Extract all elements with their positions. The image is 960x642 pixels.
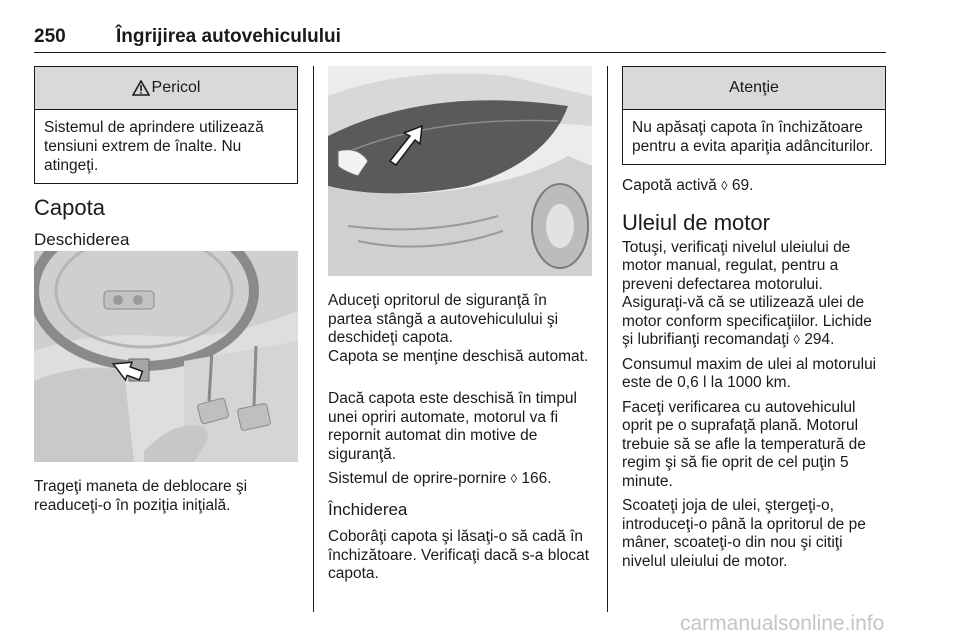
column-divider-2 — [607, 66, 608, 612]
danger-box — [34, 66, 298, 184]
attention-box-title: Atenţie — [729, 79, 779, 96]
paragraph-check-oil: Totuşi, verificaţi nivelul uleiului de motor manual, regulat, pentru a preveni defectarea motorului. — [622, 238, 851, 293]
paragraph-active-hood-ref — [622, 177, 886, 196]
column-divider-1 — [313, 66, 314, 612]
section-title-engine-oil: Uleiul de motor — [622, 209, 770, 235]
paragraph-safety-catch: Aduceţi opritorul de siguranţă în partea stângă a autovehiculului şi deschideţi capota. — [328, 292, 559, 346]
stop-start-text: Sistemul de oprire-pornire — [328, 470, 507, 487]
attention-box-header — [623, 67, 885, 110]
cross-reference-icon: ◊ — [510, 471, 518, 486]
attention-box-text: Nu apăsaţi capota în închizătoare pentru a evita apariţia adânciturilor. — [632, 119, 874, 155]
cross-reference-icon: ◊ — [793, 332, 800, 347]
paragraph-autostop-restart: Dacă capota este deschisă în timpul unei opriri automate, motorul va fi repornit automat din motive de siguranţă. — [328, 390, 577, 463]
column-1 — [34, 66, 298, 514]
subsection-title-deschiderea: Deschiderea — [34, 230, 130, 249]
warning-triangle-icon — [132, 80, 150, 96]
paragraph-check-conditions: Faceţi verificarea cu autovehiculul oprit pe o suprafaţă plană. Motorul trebuie să se afle la temperatură de regim şi să fie oprit de cel puţin 5 minute. — [622, 398, 866, 490]
chapter-title: Îngrijirea autovehiculului — [116, 26, 341, 47]
page-header — [34, 24, 886, 53]
paragraph-oil-consumption: Consumul maxim de ulei al motorului este de 0,6 l la 1000 km. — [622, 355, 877, 391]
paragraph-closing-hood: Coborâţi capota şi lăsaţi-o să cadă în închizătoare. Verificaţi dacă s-a blocat capota. — [328, 528, 590, 582]
page-number: 250 — [34, 26, 66, 47]
hood-release-lever-illustration — [34, 251, 298, 462]
active-hood-text: Capotă activă — [622, 177, 717, 194]
stop-start-page-ref[interactable]: 166. — [521, 470, 552, 487]
cross-reference-icon: ◊ — [721, 178, 728, 193]
column-3 — [622, 66, 886, 571]
paragraph-dipstick-procedure: Scoateţi joja de ulei, ştergeţi-o, introduceţi-o până la opritorul de pe mâner, scoateţi-o din nou şi citiţi nivelul uleiului de motor. — [622, 497, 866, 570]
danger-box-text: Sistemul de aprindere utilizează tensiuni extrem de înalte. Nu atingeţi. — [44, 119, 264, 174]
paragraph-stop-start-ref — [328, 470, 592, 489]
subsection-title-inchiderea: Închiderea — [328, 500, 408, 519]
oil-spec-text: Asiguraţi-vă că se utilizează ulei de motor conform specificaţiilor. Lichide şi lubrifianţi recomandaţi — [622, 294, 872, 348]
paragraph-hood-stays-open: Capota se menţine deschisă automat. — [328, 348, 589, 365]
paragraph-oil-spec — [622, 294, 886, 350]
paragraph-pull-lever: Trageţi maneta de deblocare şi readuceţi-o în poziţia iniţială. — [34, 478, 248, 514]
watermark: carmanualsonline.info — [680, 612, 885, 635]
section-title-capota: Capota — [34, 195, 105, 220]
danger-box-title: Pericol — [151, 79, 201, 96]
active-hood-page-ref[interactable]: 69. — [731, 177, 754, 194]
attention-box — [622, 66, 886, 165]
hood-safety-catch-illustration — [328, 66, 592, 276]
danger-box-header — [35, 67, 297, 110]
oil-spec-page-ref[interactable]: 294. — [804, 331, 835, 348]
